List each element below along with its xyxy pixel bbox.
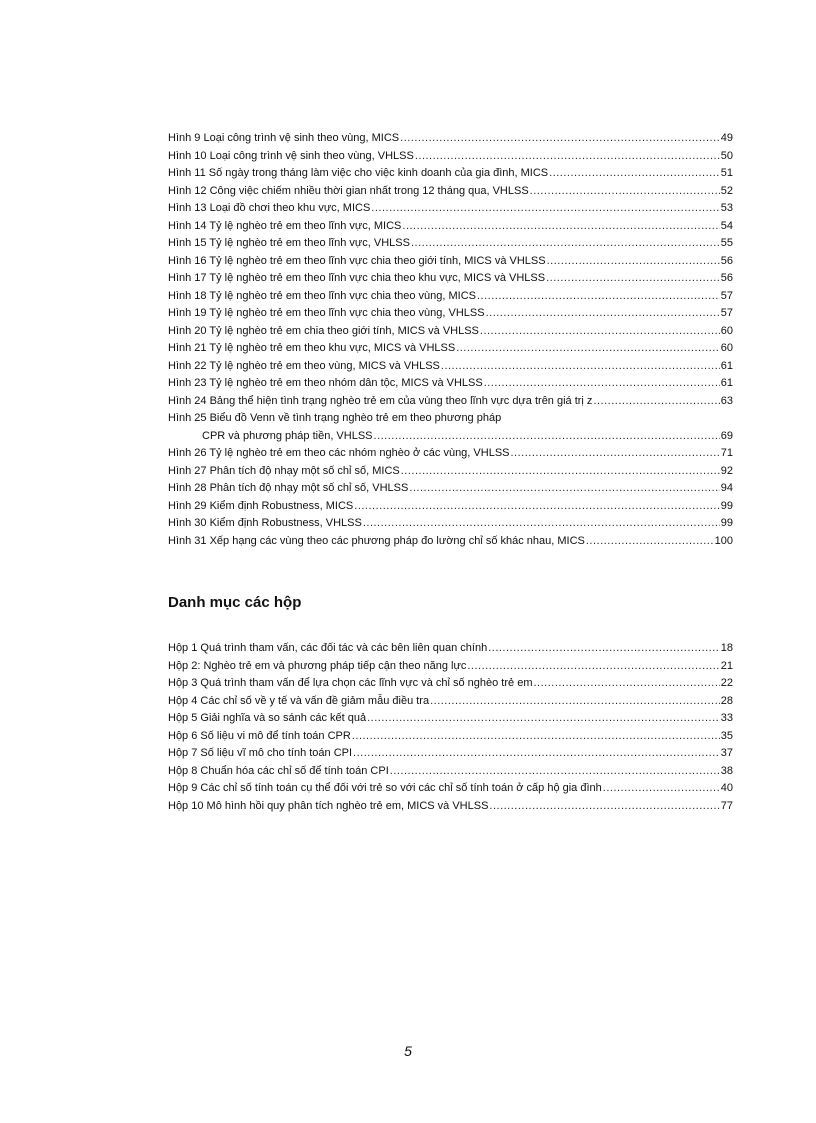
toc-entry[interactable]: Hình 9 Loại công trình vệ sinh theo vùng, MICS ..... 49 [168, 130, 733, 148]
toc-entry[interactable]: Hình 30 Kiểm định Robustness, VHLSS ..... 99 [168, 515, 733, 533]
toc-entry[interactable]: Hộp 7 Số liệu vĩ mô cho tính toán CPI ..... 37 [168, 745, 733, 763]
toc-entry[interactable]: Hộp 8 Chuẩn hóa các chỉ số để tính toán CPI ..... 38 [168, 763, 733, 781]
toc-entry[interactable]: Hộp 2: Nghèo trẻ em và phương pháp tiếp cận theo năng lực ..... 21 [168, 658, 733, 676]
toc-entry[interactable]: Hình 28 Phân tích độ nhạy một số chỉ số, VHLSS ..... 94 [168, 480, 733, 498]
toc-entry[interactable]: Hình 22 Tỷ lệ nghèo trẻ em theo vùng, MICS và VHLSS ..... 61 [168, 358, 733, 376]
toc-entry[interactable]: Hộp 4 Các chỉ số về y tế và vấn đề giảm mẫu điều tra ..... 28 [168, 693, 733, 711]
toc-entry[interactable]: Hình 20 Tỷ lệ nghèo trẻ em chia theo giới tính, MICS và VHLSS ..... 60 [168, 323, 733, 341]
toc-entry[interactable]: Hình 26 Tỷ lệ nghèo trẻ em theo các nhóm nghèo ở các vùng, VHLSS ..... 71 [168, 445, 733, 463]
toc-entry-continued[interactable]: CPR và phương pháp tiền, VHLSS ..... 69 [168, 428, 733, 446]
toc-entry[interactable]: Hộp 5 Giải nghĩa và so sánh các kết quả ..... 33 [168, 710, 733, 728]
toc-entry[interactable]: Hộp 6 Số liệu vi mô để tính toán CPR ..... 35 [168, 728, 733, 746]
toc-entry[interactable]: Hình 11 Số ngày trong tháng làm việc cho việc kinh doanh của gia đình, MICS ..... 51 [168, 165, 733, 183]
toc-entry[interactable]: Hình 15 Tỷ lệ nghèo trẻ em theo lĩnh vực, VHLSS ..... 55 [168, 235, 733, 253]
toc-entry[interactable]: Hình 18 Tỷ lệ nghèo trẻ em theo lĩnh vực chia theo vùng, MICS ..... 57 [168, 288, 733, 306]
toc-entry[interactable]: Hình 23 Tỷ lệ nghèo trẻ em theo nhóm dân tộc, MICS và VHLSS ..... 61 [168, 375, 733, 393]
toc-entry[interactable]: Hình 31 Xếp hạng các vùng theo các phương pháp đo lường chỉ số khác nhau, MICS ..... 100 [168, 533, 733, 551]
toc-entry[interactable]: Hình 19 Tỷ lệ nghèo trẻ em theo lĩnh vực chia theo vùng, VHLSS ..... 57 [168, 305, 733, 323]
toc-entry[interactable]: Hình 17 Tỷ lệ nghèo trẻ em theo lĩnh vực chia theo khu vực, MICS và VHLSS ..... 56 [168, 270, 733, 288]
toc-entry[interactable]: Hộp 9 Các chỉ số tính toán cụ thể đối với trẻ so với các chỉ số tính toán ở cấp hộ gia đình ..... 40 [168, 780, 733, 798]
toc-entry[interactable]: Hình 13 Loại đồ chơi theo khu vực, MICS ..... 53 [168, 200, 733, 218]
toc-entry[interactable]: Hình 27 Phân tích độ nhạy một số chỉ số, MICS ..... 92 [168, 463, 733, 481]
figures-list [168, 130, 733, 550]
boxes-heading: Danh mục các hộp [168, 594, 302, 611]
toc-entry[interactable]: Hình 10 Loại công trình vệ sinh theo vùng, VHLSS ..... 50 [168, 148, 733, 166]
toc-entry[interactable]: Hình 12 Công việc chiếm nhiều thời gian nhất trong 12 tháng qua, VHLSS ..... 52 [168, 183, 733, 201]
toc-entry[interactable]: Hình 14 Tỷ lệ nghèo trẻ em theo lĩnh vực, MICS ..... 54 [168, 218, 733, 236]
boxes-list [168, 640, 733, 815]
toc-entry[interactable]: Hình 16 Tỷ lệ nghèo trẻ em theo lĩnh vực chia theo giới tính, MICS và VHLSS ..... 56 [168, 253, 733, 271]
toc-entry[interactable]: Hình 24 Bảng thể hiện tình trạng nghèo trẻ em của vùng theo lĩnh vực dựa trên giá trị z ..... 63 [168, 393, 733, 411]
toc-entry[interactable]: Hộp 3 Quá trình tham vấn để lựa chọn các lĩnh vực và chỉ số nghèo trẻ em ..... 22 [168, 675, 733, 693]
toc-entry[interactable]: Hộp 10 Mô hình hồi quy phân tích nghèo trẻ em, MICS và VHLSS ..... 77 [168, 798, 733, 816]
page-number: 5 [404, 1043, 412, 1059]
toc-entry[interactable]: Hình 25 Biểu đồ Venn về tình trạng nghèo trẻ em theo phương pháp [168, 412, 502, 424]
toc-entry[interactable]: Hình 21 Tỷ lệ nghèo trẻ em theo khu vực, MICS và VHLSS ..... 60 [168, 340, 733, 358]
toc-entry[interactable]: Hình 29 Kiểm định Robustness, MICS ..... 99 [168, 498, 733, 516]
toc-entry[interactable]: Hộp 1 Quá trình tham vấn, các đối tác và các bên liên quan chính ..... 18 [168, 640, 733, 658]
